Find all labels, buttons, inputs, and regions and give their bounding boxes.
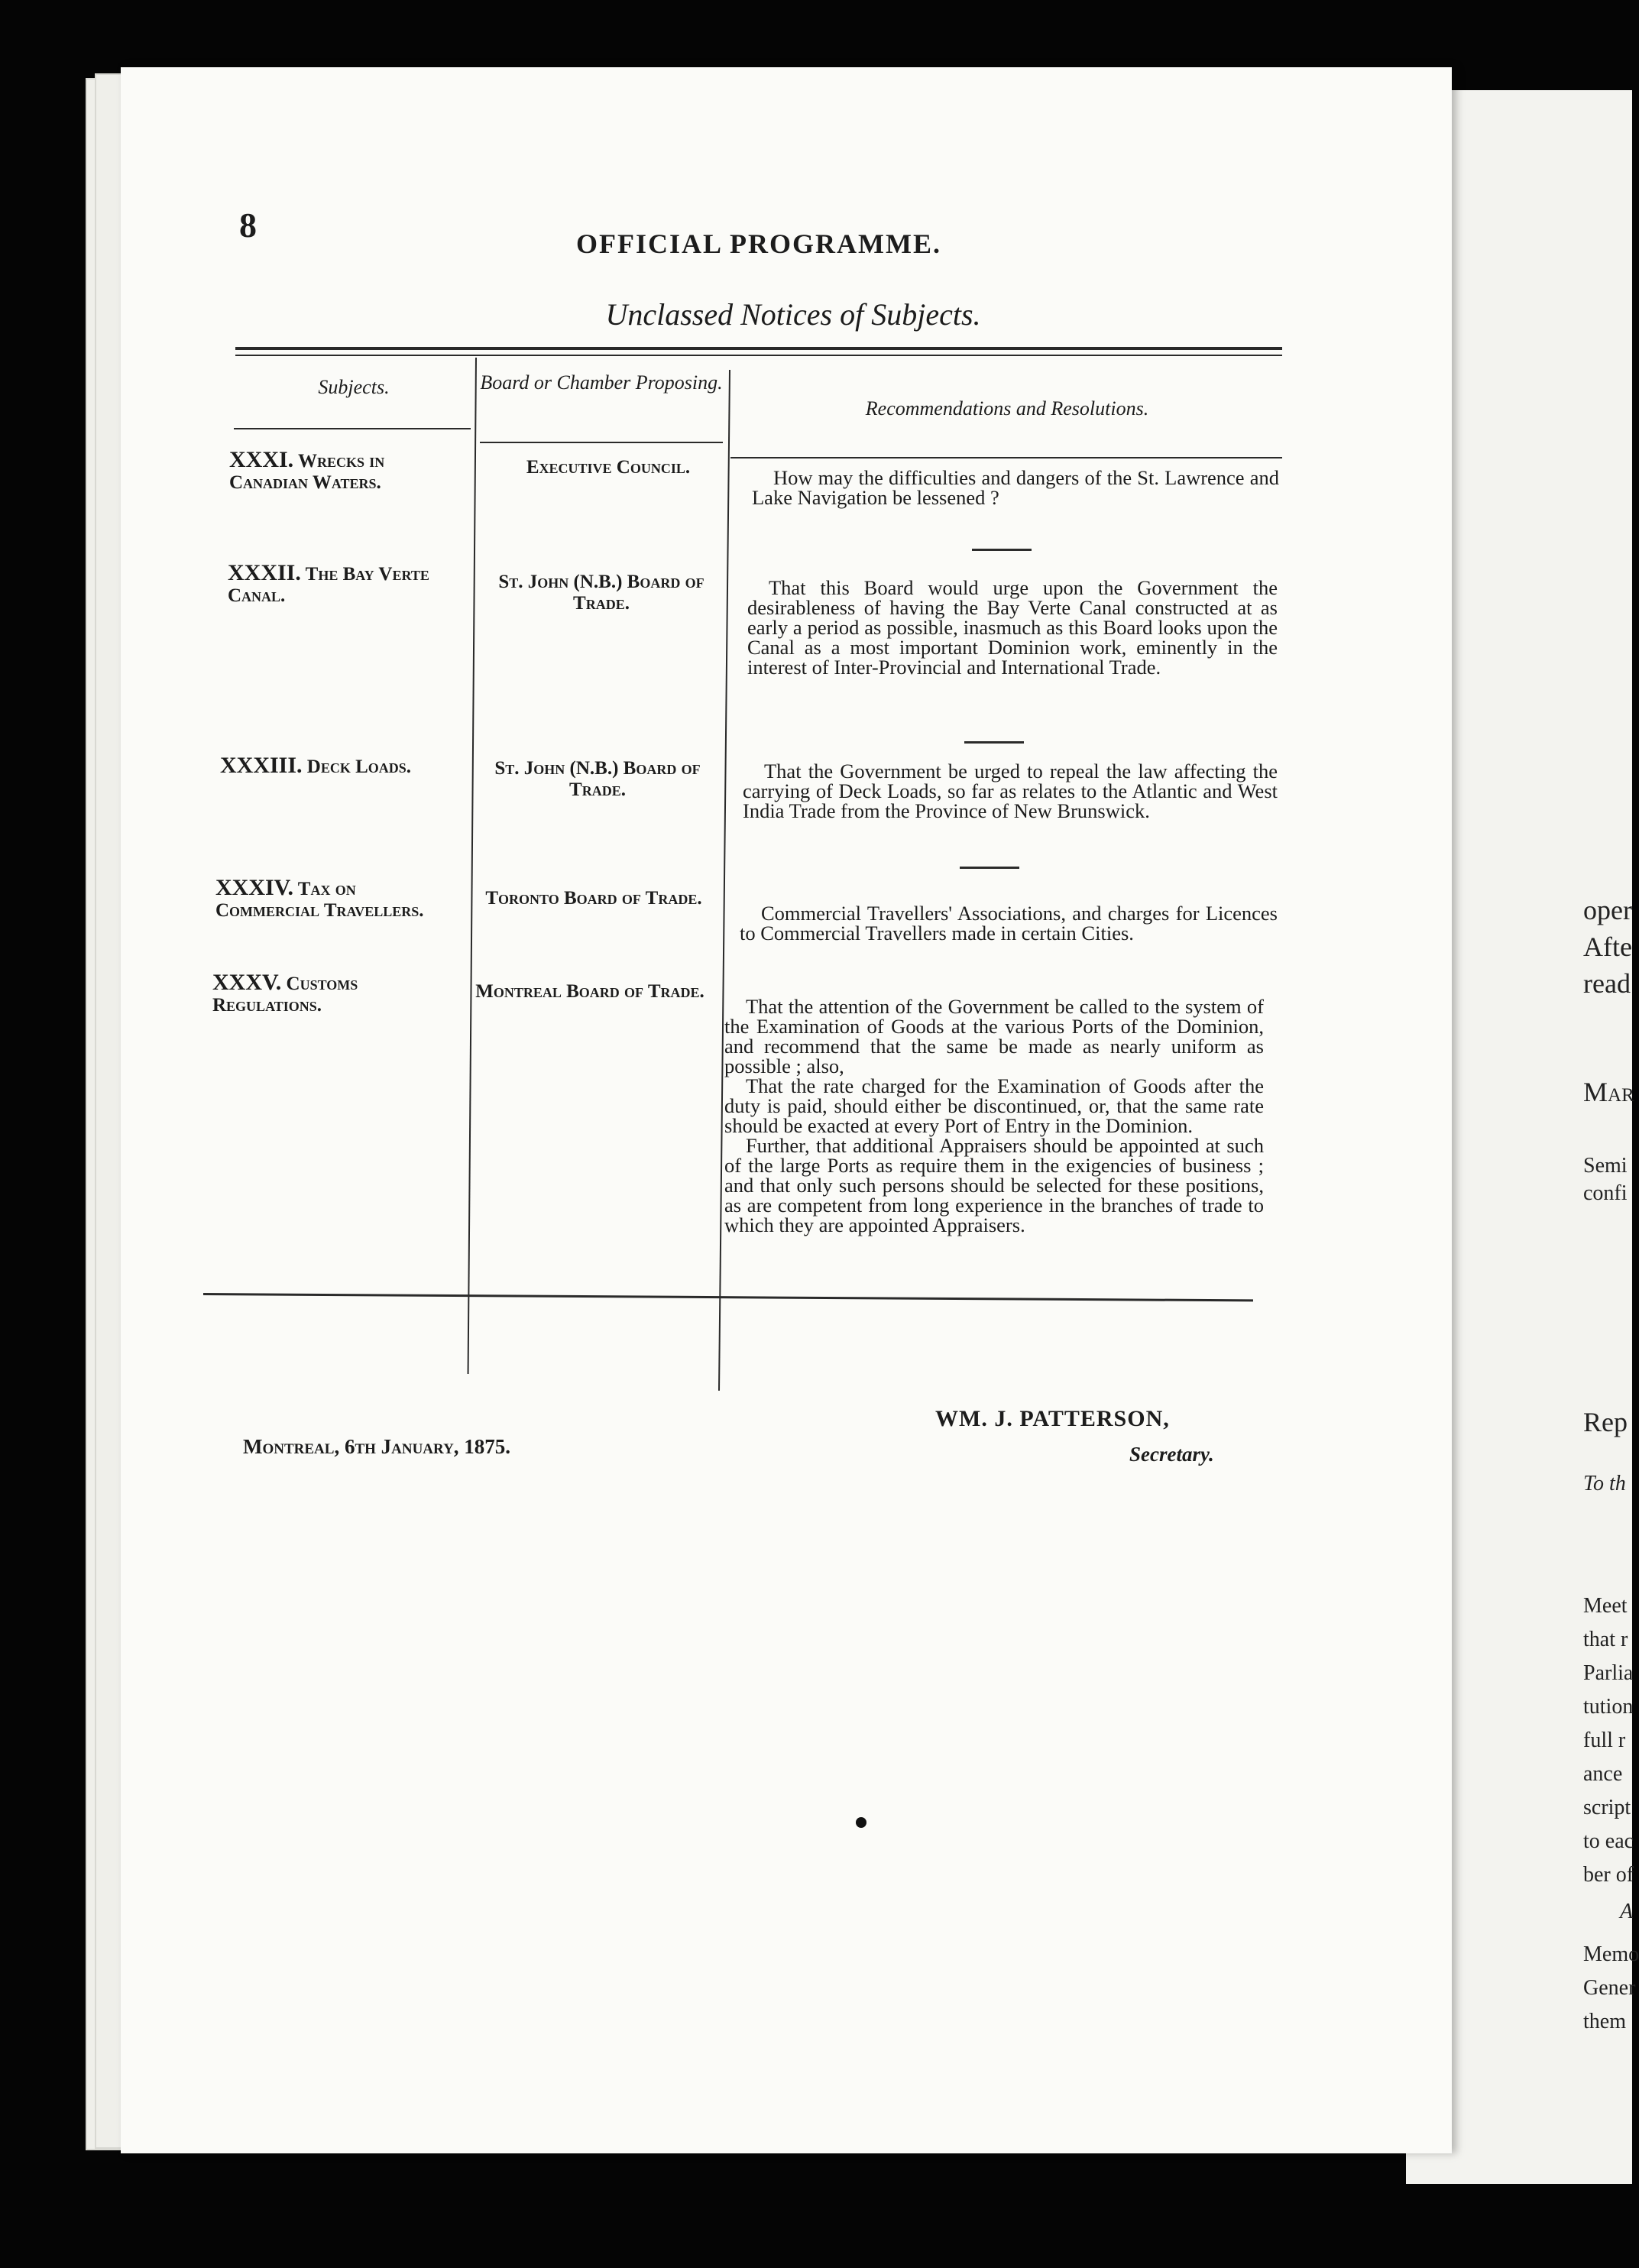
facing-text: Gener [1583, 1976, 1636, 2000]
facing-text: Meet [1583, 1594, 1628, 1618]
row-subject [220, 755, 480, 778]
facing-text: Semi [1583, 1154, 1628, 1178]
facing-text: script [1583, 1796, 1631, 1819]
facing-text: that r [1583, 1628, 1628, 1651]
column-rule [718, 370, 730, 1391]
place-date [243, 1435, 510, 1459]
table-bottom-rule [203, 1293, 1253, 1301]
signatory-name: WM. J. PATTERSON, [935, 1406, 1170, 1431]
header-rule [234, 428, 471, 429]
row-subject-text: The Bay Verte Canal. [228, 564, 429, 606]
row-board: Executive Council. [526, 457, 691, 478]
row-recommendation [740, 903, 1278, 943]
recommendation-paragraph: How may the difficulties and dangers of the St. Lawrence and Lake Navigation be lessened ? [752, 466, 1279, 509]
row-board: St. John (N.B.) Board of Trade. [494, 758, 701, 800]
recommendation-paragraph: That this Board would urge upon the Government the desirableness of having the Bay Verte Canal constructed at as early a period as possible, inasmuch as this Board looks upon the Canal as a most important Dominion work, eminently in the interest of Inter-Provincial and International Trade. [747, 576, 1278, 679]
table-top-rule [235, 347, 1282, 350]
facing-text: Afte [1583, 932, 1632, 962]
facing-text: Rep [1583, 1407, 1628, 1437]
place-date-text: Montreal, 6th January, 1875. [243, 1435, 511, 1458]
row-separator [972, 549, 1032, 551]
facing-text: Parlia [1583, 1661, 1634, 1685]
section-subtitle: Unclassed Notices of Subjects. [605, 297, 981, 332]
row-number: XXXII. [228, 560, 301, 585]
row-subject-text: Customs Regulations. [212, 974, 358, 1016]
recommendation-paragraph: That the rate charged for the Examination of Goods after the duty is paid, should either be discontinued, or, that the same rate should be exacted at every Port of Entry in the Dominion. [724, 1074, 1264, 1137]
row-subject [228, 562, 457, 607]
facing-text: To th [1583, 1472, 1626, 1495]
row-number: XXXIII. [220, 753, 303, 778]
row-subject [212, 972, 457, 1016]
recommendation-paragraph: That the attention of the Government be called to the system of the Examination of Goods at the various Ports of the Dominion, and recommend that the same be made as nearly uniform as possible ; also, [724, 995, 1264, 1077]
header-rule [730, 457, 1282, 458]
row-recommendation [743, 761, 1278, 821]
document-page [121, 67, 1452, 2153]
row-number: XXXI. [229, 447, 294, 472]
signatory-title: Secretary. [1129, 1443, 1214, 1466]
row-board: Toronto Board of Trade. [485, 888, 702, 909]
row-subject-text: Tax on Commercial Travellers. [215, 879, 424, 921]
facing-text: them [1583, 2010, 1626, 2033]
facing-text: read [1583, 968, 1631, 999]
row-number: XXXV. [212, 970, 282, 995]
table-top-rule [235, 355, 1282, 356]
row-recommendation [752, 468, 1279, 507]
column-rule [468, 358, 477, 1374]
facing-text: oper [1583, 895, 1632, 925]
facing-text: Memo [1583, 1942, 1639, 1966]
ink-speck [856, 1817, 866, 1828]
row-board: St. John (N.B.) Board of Trade. [498, 572, 705, 614]
row-separator [964, 741, 1024, 744]
facing-text: tution [1583, 1695, 1634, 1719]
facing-text: A [1620, 1900, 1634, 1923]
facing-text: ance [1583, 1762, 1623, 1786]
facing-text: full r [1583, 1729, 1626, 1752]
facing-text: to eac [1583, 1829, 1634, 1853]
header-board: Board or Chamber Proposing. [480, 371, 723, 394]
row-recommendation [747, 578, 1278, 677]
header-recommendations: Recommendations and Resolutions. [865, 397, 1149, 420]
running-head: OFFICIAL PROGRAMME. [576, 228, 941, 259]
recommendation-paragraph: Commercial Travellers' Associations, and charges for Licences to Commercial Travellers made in certain Cities. [740, 902, 1278, 944]
recommendation-paragraph: That the Government be urged to repeal the law affecting the carrying of Deck Loads, so far as relates to the Atlantic and West India Trade from the Province of New Brunswick. [743, 760, 1278, 822]
page-number: 8 [239, 206, 257, 245]
facing-text: ber of [1583, 1863, 1634, 1887]
facing-text: confi [1583, 1181, 1628, 1205]
row-recommendation [724, 996, 1264, 1235]
row-separator [960, 867, 1019, 869]
row-subject-text: Wrecks in Canadian Waters. [229, 451, 385, 493]
row-subject [215, 877, 460, 922]
recommendation-paragraph: Further, that additional Appraisers should be appointed at such of the large Ports as require them in the exigencies of business ; and that only such persons should be selected for these positions, as are competent from long experience in the branches of trade to which they are appointed Appraisers. [724, 1134, 1264, 1236]
facing-text: Mar [1583, 1077, 1634, 1107]
row-board: Montreal Board of Trade. [475, 981, 705, 1002]
row-subject-text: Deck Loads. [306, 757, 412, 777]
header-rule [480, 442, 723, 443]
header-subjects: Subjects. [318, 376, 390, 398]
row-subject [229, 449, 458, 494]
row-number: XXXIV. [215, 875, 293, 900]
